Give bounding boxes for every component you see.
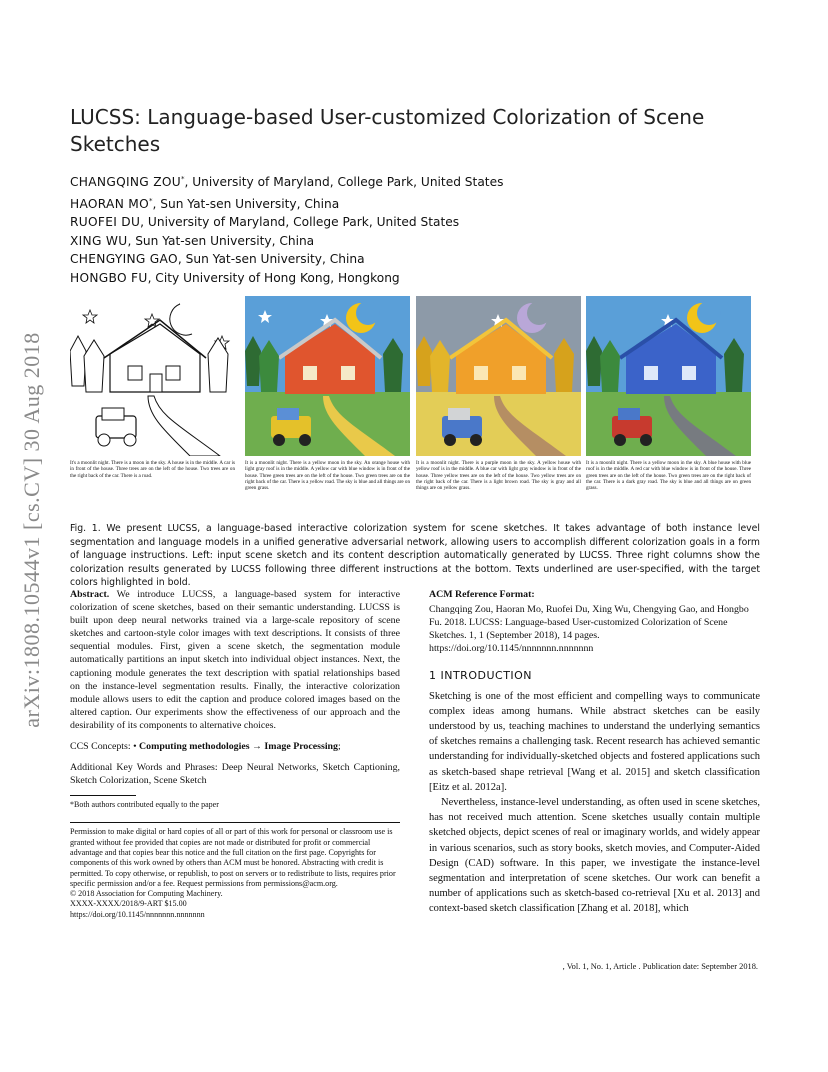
copyright-line: © 2018 Association for Computing Machinery. [70,889,223,899]
author-mark: * [149,196,153,205]
author-affiliation: , Sun Yat-sen University, China [127,233,315,248]
colorized-panel [245,296,410,456]
page-footer: , Vol. 1, No. 1, Article . Publication date: September 2018. [562,962,758,971]
ccs-label: CCS Concepts: • [70,741,140,753]
abstract-text: We introduce LUCSS, a language-based system for interactive colorization of scene sketches, based on their semantic understanding. LUCSS is built upon deep neural networks trained via a large-scale repository of scene sketches and cartoon-style color images with text descriptions. It consists of three sequential modules. First, given a scene sketch, the segmentation module automatically partitions an input sketch into individual object instances. Next, the captioning module generates the text description with spatial relationships based on the instance-level segmentation results. Finally, the interactive colorization module allows users to edit the caption and produce colored images based on the altered caption. Our experiments show the effectiveness of our approach and the desirability of its components to alternative choices. [70,589,400,731]
arxiv-stamp [14,270,50,790]
section-heading-introduction: 1 INTRODUCTION [429,669,533,683]
ccs-tail: ; [338,741,341,753]
permission-text: Permission to make digital or hard copies of all or part of this work for personal or classroom use is granted without fee provided that copies are not made or distributed for profit or commercial advantage and that copies bear this notice and the full citation on the first page. Copyrights for components of this work owned by others than ACM must be honored. Abstracting with credit is permitted. To copy otherwise, or republish, to post on servers or to redistribute to lists, requires prior specific permission and/or a fee. Request permissions from permissions@acm.org. [70,827,396,888]
author-affiliation: , Sun Yat-sen University, China [177,252,365,267]
author-line [70,192,710,214]
author-line [70,250,710,269]
author-line [70,232,710,251]
footnote-divider [70,795,136,796]
acm-reference-text: Changqing Zou, Haoran Mo, Ruofei Du, Xing Wu, Chengying Gao, and Hongbo Fu. 2018. LUCSS: Language-based User-customized Colorization of Scene Sketches. 1, 1 (September 2018), 14 pages. https://doi.org/10.1145/nnnnnnn.nnnnnnn [429,604,749,655]
author-name: XING WU [70,233,128,248]
author-affiliation: , City University of Hong Kong, Hongkong [147,270,400,285]
abstract-label: Abstract. [70,589,110,600]
author-line [70,213,710,232]
colorized-image-1 [245,296,410,456]
arxiv-stamp-text: arXiv:1808.10544v1 [cs.CV] 30 Aug 2018 [19,332,44,728]
intro-paragraph: Sketching is one of the most efficient and compelling ways to communicate complex ideas among humans. While abstract sketches can be easily understood by us, teaching machines to understand the underlying semantics of sketches remains a challenging task. Recent research has achieved semantic understanding for individually-sketched objects and fostered applications such as sketch-based shape retrieval [Wang et al. 2015] and sketch classification [Eitz et al. 2012a]. [429,690,760,793]
ccs-bold: Computing methodologies → Image Processing [139,741,338,753]
footnote: *Both authors contributed equally to the paper [70,800,219,810]
colorized-panel [586,296,751,456]
panel-caption: It is a moonlit night. There is a yellow moon in the sky. An orange house with light gray roof is in the middle. A yellow car with blue window is in front of the house. Three green trees are on the left of the house. Two green trees are on the right back of the car. There is a yellow road. The sky is blue and all things are on green grass. [245,460,410,492]
doi-link[interactable]: https://doi.org/10.1145/nnnnnnn.nnnnnnn [70,909,205,919]
colorized-panel [416,296,581,456]
author-affiliation: , Sun Yat-sen University, China [152,196,340,211]
figure-caption: Fig. 1. We present LUCSS, a language-based interactive colorization system for scene sketches. It takes advantage of both instance level segmentation and language models in a unified generative adversarial network, allowing users to accomplish different colorization goals in a form of language instructions. Left: input scene sketch and its content description automatically generated by LUCSS. Three right columns show the colorization results generated by LUCSS following three different instructions at the bottom. Texts underlined are user-specified, with the target colors highlighted in bold. [70,523,760,589]
ccs-concepts [70,740,400,753]
colorized-image-3 [586,296,751,456]
author-line [70,170,710,192]
colorized-image-2 [416,296,581,456]
author-mark: * [180,175,185,183]
keywords: Additional Key Words and Phrases: Deep Neural Networks, Sketch Captioning, Sketch Colorization, Scene Sketch [70,762,400,787]
author-name: CHENGYING GAO [70,252,178,267]
input-sketch-image [70,296,235,456]
author-name: CHANGQING ZOU [70,175,181,190]
intro-paragraph: Nevertheless, instance-level understanding, as often used in scene sketches, has not received much attention. Scene sketches usually contain multiple sketched objects, depict scenes of real or imaginary worlds, and widely appear in various scenarios, such as story books, sketch movies, and Computer-Aided Design (CAD) software. In this paper, we investigate the instance-level segmentation and interpretation of scene sketches. Our work can benefit a number of applications such as sketch-based co-retrieval [Xu et al. 2013] and context-based sketch classification [Zhang et al. 2018], which [429,796,760,915]
permission-divider [70,822,400,823]
left-column [70,588,400,920]
isbn-line: XXXX-XXXX/2018/9-ART $15.00 [70,899,187,909]
author-name: RUOFEI DU [70,215,141,230]
acm-reference-heading: ACM Reference Format: [429,589,535,600]
paper-title: LUCSS: Language-based User-customized Colorization of Scene Sketches [70,105,705,156]
panel-caption: It is a moonlit night. There is a purple moon in the sky. A yellow house with yellow roof is in the middle. A blue car with light gray window is in front of the house. Three yellow trees are on the left of the house. Two yellow trees are on the right back of the car. There is a light brown road. The sky is gray and all things are on yellow grass. [416,460,581,492]
right-column [429,588,760,917]
permission-block [70,827,400,920]
author-name: HAORAN MO [70,196,149,211]
introduction-body [429,689,760,917]
author-name: HONGBO FU [70,270,148,285]
author-affiliation: , University of Maryland, College Park, United States [140,215,460,230]
author-list [70,170,710,287]
author-affiliation: , University of Maryland, College Park, United States [184,175,504,190]
sketch-panel [70,296,235,456]
abstract [70,588,400,732]
panel-caption: It's a moonlit night. There is a moon in the sky. A house is in the middle. A car is in front of the house. Three trees are on the left of the house. Two trees are on the right back of the car. There is a road. [70,460,235,479]
author-line [70,269,710,288]
panel-caption: It is a moonlit night. There is a yellow moon in the sky. A blue house with blue roof is in the middle. A red car with blue window is in front of the house. Three green trees are on the left of the house. Two green trees are on the right back of the car. There is a dark gray road. The sky is blue and all things are on green grass. [586,460,751,492]
teaser-figure [70,296,760,501]
